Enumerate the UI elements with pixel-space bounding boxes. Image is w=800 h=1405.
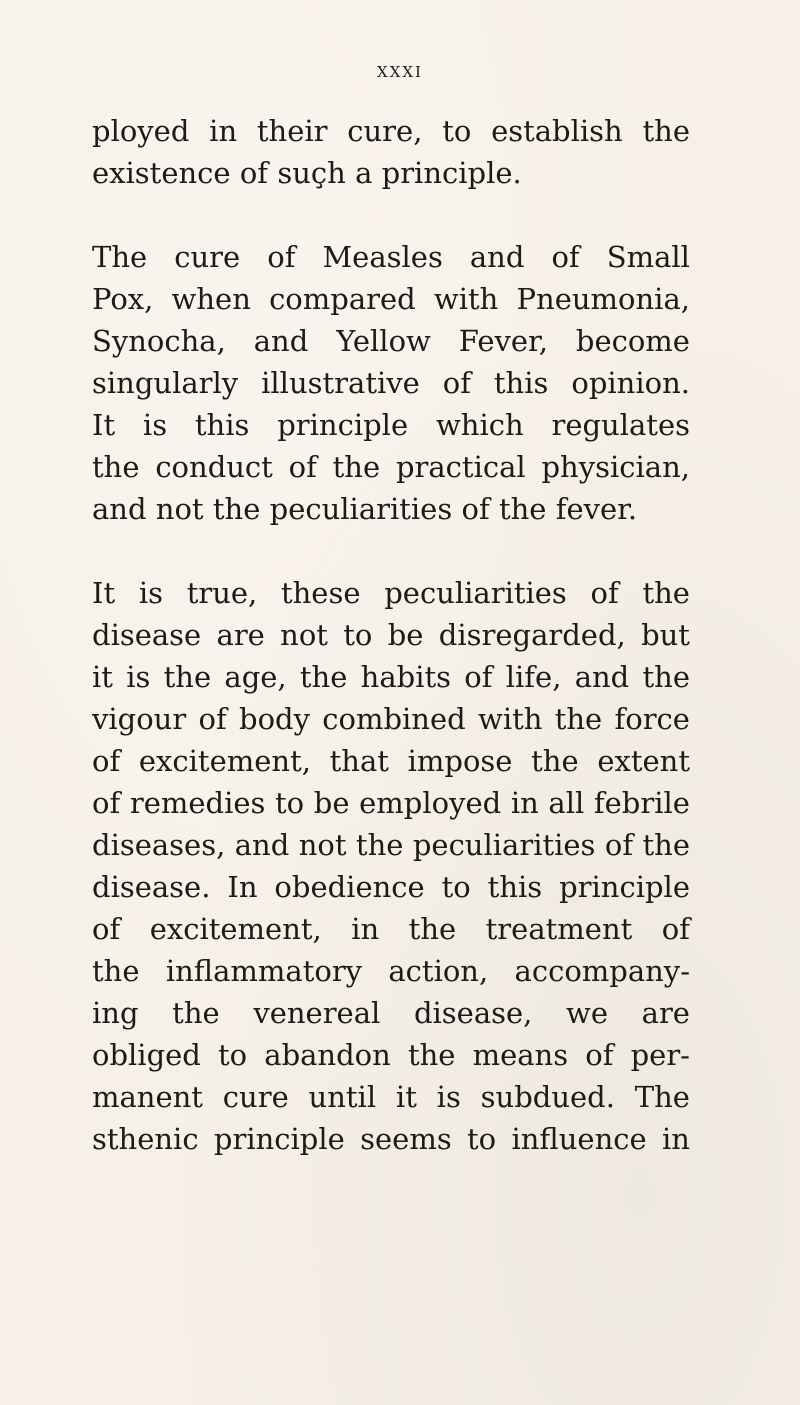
text-line: the inflammatory action, accompany- [92,954,690,988]
text-line: It is true, these peculiarities of the [92,576,690,610]
text-line: of excitement, in the treatment of [92,912,690,946]
body-text [92,110,690,1202]
text-line: Pox, when compared with Pneumonia, [92,282,690,316]
page-number: xxxi [377,58,423,83]
text-line: The cure of Measles and of Small [92,240,690,274]
text-line: singularly illustrative of this opinion. [92,366,690,400]
text-line: It is this principle which regulates [92,408,690,442]
text-line: ployed in their cure, to establish the [92,114,690,148]
text-line: the conduct of the practical physician, [92,450,690,484]
text-line: disease. In obedience to this principle [92,870,690,904]
text-line: it is the age, the habits of life, and the [92,660,690,694]
paragraph-3 [92,572,690,1160]
text-line: manent cure until it is subdued. The [92,1080,690,1114]
text-line: obliged to abandon the means of per- [92,1038,690,1072]
text-line: ing the venereal disease, we are [92,996,690,1030]
paragraph-1 [92,110,690,194]
paragraph-2 [92,236,690,530]
text-line: disease are not to be disregarded, but [92,618,690,652]
text-line: diseases, and not the peculiarities of the [92,828,690,862]
text-line: of excitement, that impose the extent [92,744,690,778]
text-line: existence of suçh a principle. [92,156,522,190]
text-line: and not the peculiarities of the fever. [92,492,638,526]
text-line: vigour of body combined with the force [92,702,690,736]
text-line: Synocha, and Yellow Fever, become [92,324,690,358]
text-line: sthenic principle seems to influence in [92,1122,690,1156]
text-line: of remedies to be employed in all febrile [92,786,690,820]
